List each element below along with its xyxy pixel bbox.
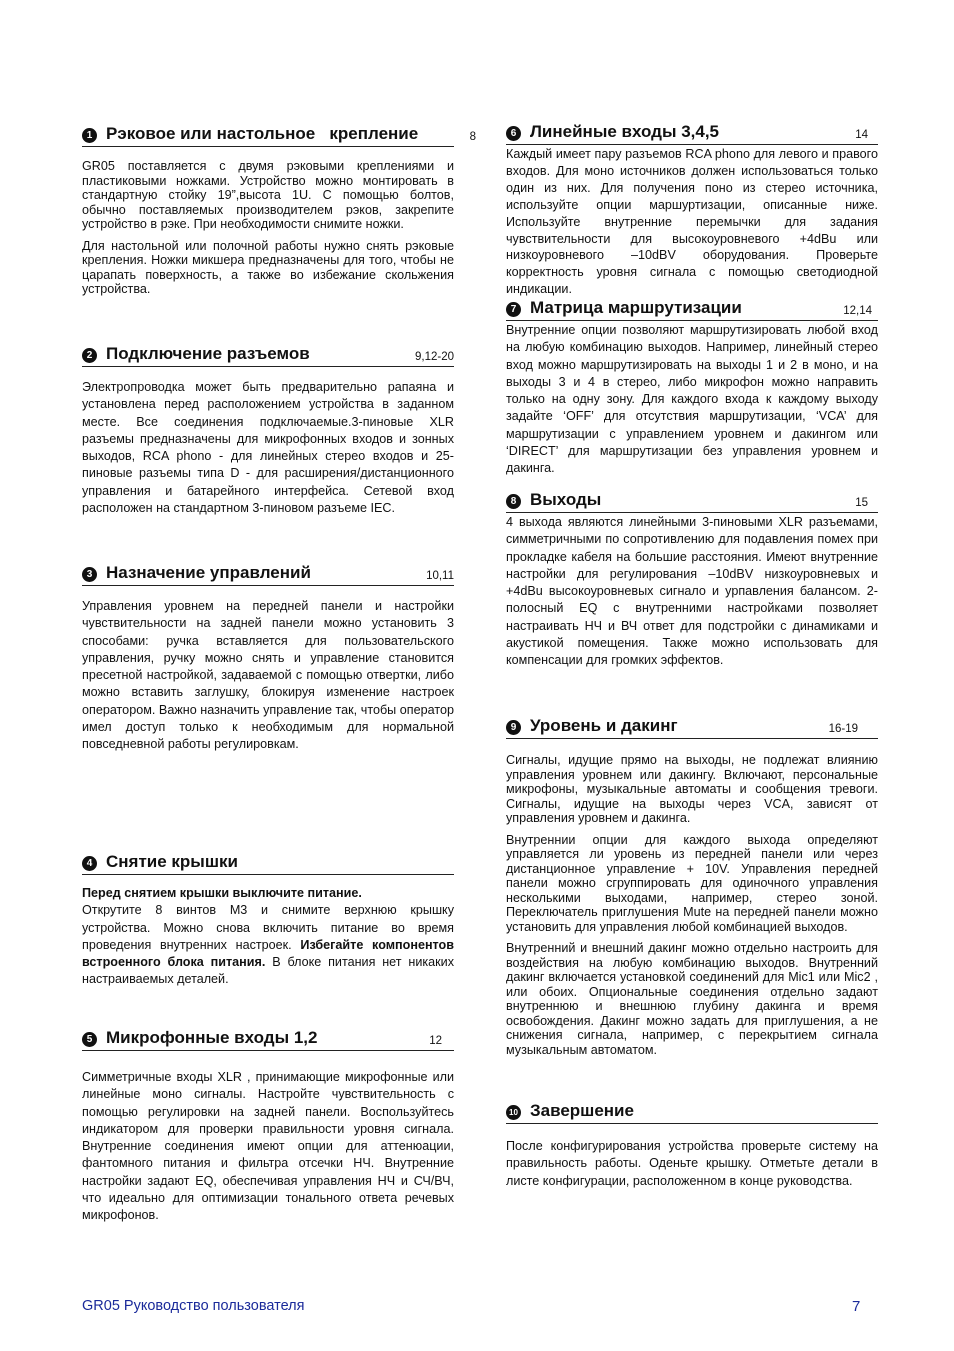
section-header: [506, 716, 878, 739]
section-number-badge: 6: [506, 126, 521, 141]
paragraph: 4 выхода являются линейными 3-пиновыми XLR разъемами, симметричными по сопротивлению для подавления помех при прокладке кабеля на большие расстояния. Имеют внутренние настройки для регулирования –10dBV низкоуровневых и +4dBu высокоуровневых сигнало и урпавления балансом. 2-полосный EQ с внутренними настройками позволяет настраивать НЧ и ВЧ ответ для подстройки с динамиками и акустикой помещения. Также можно использовать для компенсации для громких эффектов.: [506, 515, 878, 668]
section-title: 9 Уровень и дакинг: [506, 716, 678, 736]
section-header: [506, 1101, 878, 1124]
section-number-badge: 2: [82, 348, 97, 363]
paragraph: Внутренние опции позволяют маршрутизировать любой вход на любую комбинацию выходов. Например, линейный стерео вход можно маршрутизировать на выходы 1 и 2 в моно, и на выходы 3 и 4 в стерео, либо микрофон можно направить только на одну зону. Для каждого входа к каждому выходу задайте ‘OFF’ для отсутствия маршрутизации, ‘VCA’ для маршрутизации с управлением уровнем и дакингом или ‘DIRECT’ для маршрутизации без управления уровнем и дакинга.: [506, 323, 878, 476]
section-routing-matrix: [506, 298, 878, 485]
section-number-badge: 10: [506, 1105, 521, 1120]
section-title: 3 Назначение управлений: [82, 563, 311, 583]
paragraph: Внутреннии опции для каждого выхода определяют управляется ли уровень из передней панели или через дистанционное управление + 10V. Управления передней панели можно сгруппировать для одиночного управления несколькими выходами, например, стерео зоной. Переключатель приглушения Mute на передней панели можно установить для управления любой комбинацией выходов.: [506, 832, 878, 934]
section-number-badge: 5: [82, 1032, 97, 1047]
section-page-ref: 16-19: [828, 723, 858, 735]
section-page-ref: 12: [429, 1035, 442, 1047]
section-number-badge: 4: [82, 856, 97, 871]
paragraph: GR05 поставляется с двумя рэковыми креплениями и пластиковыми ножками. Устройство можно монтировать в стандартную стойку 19”,высота 1U. С помощью болтов, обычно поставляемых производителем рэков, закрепите устройство в рэке. При необходимости снимите ножки.: [82, 159, 454, 231]
section-connectors: [82, 344, 454, 524]
paragraph: Перед снятием крышки выключите питание. Открутите 8 винтов M3 и снимите верхнюю крышку устройства. Можно снова включить питание во время проведения внутренних настроек. Избегайте компонентов встроенного блока питания. В блоке питания нет никаких настраиваемых деталей.: [82, 886, 455, 987]
section-header: [506, 122, 878, 145]
paragraph: Для настольной или полочной работы нужно снять рэковые крепления. Ножки микшера предназначены для того, чтобы не царапать поверхность, а также во избежание скольжения устройства.: [82, 238, 454, 296]
section-number-badge: 9: [506, 720, 521, 735]
section-header: [82, 563, 454, 586]
section-title: 10 Завершение: [506, 1101, 634, 1121]
warning-text: Перед снятием крышки выключите питание.: [82, 886, 362, 900]
section-header: [82, 124, 476, 147]
section-header: [506, 490, 878, 513]
section-controls: [82, 563, 454, 761]
section-title: 4 Снятие крышки: [82, 852, 238, 872]
section-header: [82, 1028, 454, 1051]
section-page-ref: 8: [469, 131, 476, 143]
section-outputs: [506, 490, 878, 677]
section-title: 8 Выходы: [506, 490, 601, 510]
footer-doc-title: GR05 Руководство пользователя: [82, 1298, 305, 1314]
paragraph: Внутренний и внешний дакинг можно отдельно настроить для воздействия на любую комбинацию выходов. Внутренний дакинг включается установкой соединений для Mic1 или Mic2 , или обоих. Опциональные соединения отдельно задают внутреннюю и внешнюю глубину дакинга и время освобождения. Дакинг можно задать для приглушения, а не снижения сигнала, например, с перекрытием сигнала музыкальным автоматом.: [506, 941, 878, 1057]
section-page-ref: 14: [855, 129, 868, 141]
section-page-ref: 15: [855, 497, 868, 509]
section-number-badge: 8: [506, 494, 521, 509]
section-number-badge: 1: [82, 128, 97, 143]
section-line-inputs: [506, 122, 878, 305]
section-page-ref: 10,11: [426, 570, 454, 582]
section-page-ref: 12,14: [843, 305, 872, 317]
section-cover-removal: [82, 852, 454, 996]
paragraph: Сигналы, идущие прямо на выходы, не подлежат влиянию управления уровнем или дакингу. Включают, персональные микрофоны, музыкальные автоматы и сообщения тревоги. Сигналы, идущие на выходы через VCA, зависят от управления уровнем и дакинга.: [506, 753, 878, 825]
section-number-badge: 3: [82, 567, 97, 582]
section-mic-inputs: [82, 1028, 454, 1232]
paragraph: Каждый имеет пару разъемов RCA phono для левого и правого входов. Для моно источников должен использоваться только один из них. Для получения поно из стерео источника, используйте опции маршуртизации, описанные ниже. Используйте внутренние перемычки для задания чувствительности для высокоуровневого +4dBu или низкоуровневого –10dBV оборудования. Проверьте корректность уровня сигнала с помощью светодиодной индикации.: [506, 147, 878, 297]
section-finish: [506, 1101, 878, 1197]
section-header: [82, 344, 454, 367]
section-title: 5 Микрофонные входы 1,2: [82, 1028, 317, 1048]
paragraph: После конфигурирования устройства проверьте систему на правильность работы. Оденьте крышку. Отметьте детали в листе конфигурации, расположенном в конце руководства.: [506, 1139, 878, 1188]
paragraph: Симметричные входы XLR , принимающие микрофонные или линейные моно сигналы. Настройте чувствительность с помощью регулировки на задней панели. Воспользуйтесь индикатором для проверки правильности уровня сигнала. Внутренние соединения имеют опции для аттенюации, фантомного питания и фильтра отсечки НЧ. Внутренние настройки задают EQ, обеспечивая управления НЧ и СЧ/ВЧ, что идеально для оптимизации тонального ответа речевых микрофонов.: [82, 1070, 454, 1223]
section-number-badge: 7: [506, 302, 521, 317]
section-level-ducking: [506, 716, 878, 1064]
section-title: 2 Подключение разъемов: [82, 344, 310, 364]
section-title: 1 Рэковое или настольное крепление: [82, 124, 418, 144]
section-title: 6 Линейные входы 3,4,5: [506, 122, 719, 142]
paragraph: Электропроводка может быть предварительно рапаяна и установлена перед расположением устройства в заданном месте. Все соединения подключаемые.3-пиновые XLR разъемы предназначены для микрофонных входов и зонных выходов, RCA phono - для линейных стерео входов и 25-пиновые разъемы типа D - для расширения/дистанционного управления и батарейного интерфейса. Сетевой вход расположен на стандартном 3-пиновом разъеме IEC.: [82, 380, 454, 516]
section-title: 7 Матрица маршрутизации: [506, 298, 742, 318]
paragraph: Управления уровнем на передней панели и настройки чувствительности на задней панели можно установить 3 способами: ручка вставляется для пользовательского управления, ручку можно снять и управление становится пресетной настройкой, задаваемой с помощью отвертки, либо можно вставить заглушку, блокируя изменение настроек оператором. Важно назначить управление так, чтобы оператор имел доступ только к необходимым для нормальной повседневной работы регулировкам.: [82, 599, 454, 752]
section-page-ref: 9,12-20: [414, 351, 454, 363]
page-number: 7: [852, 1298, 861, 1315]
section-rack-mount: [82, 124, 476, 304]
section-header: [506, 298, 878, 321]
warning-text: Избегайте компонентов встроенного блока питания.: [82, 937, 454, 970]
section-header: [82, 852, 454, 875]
